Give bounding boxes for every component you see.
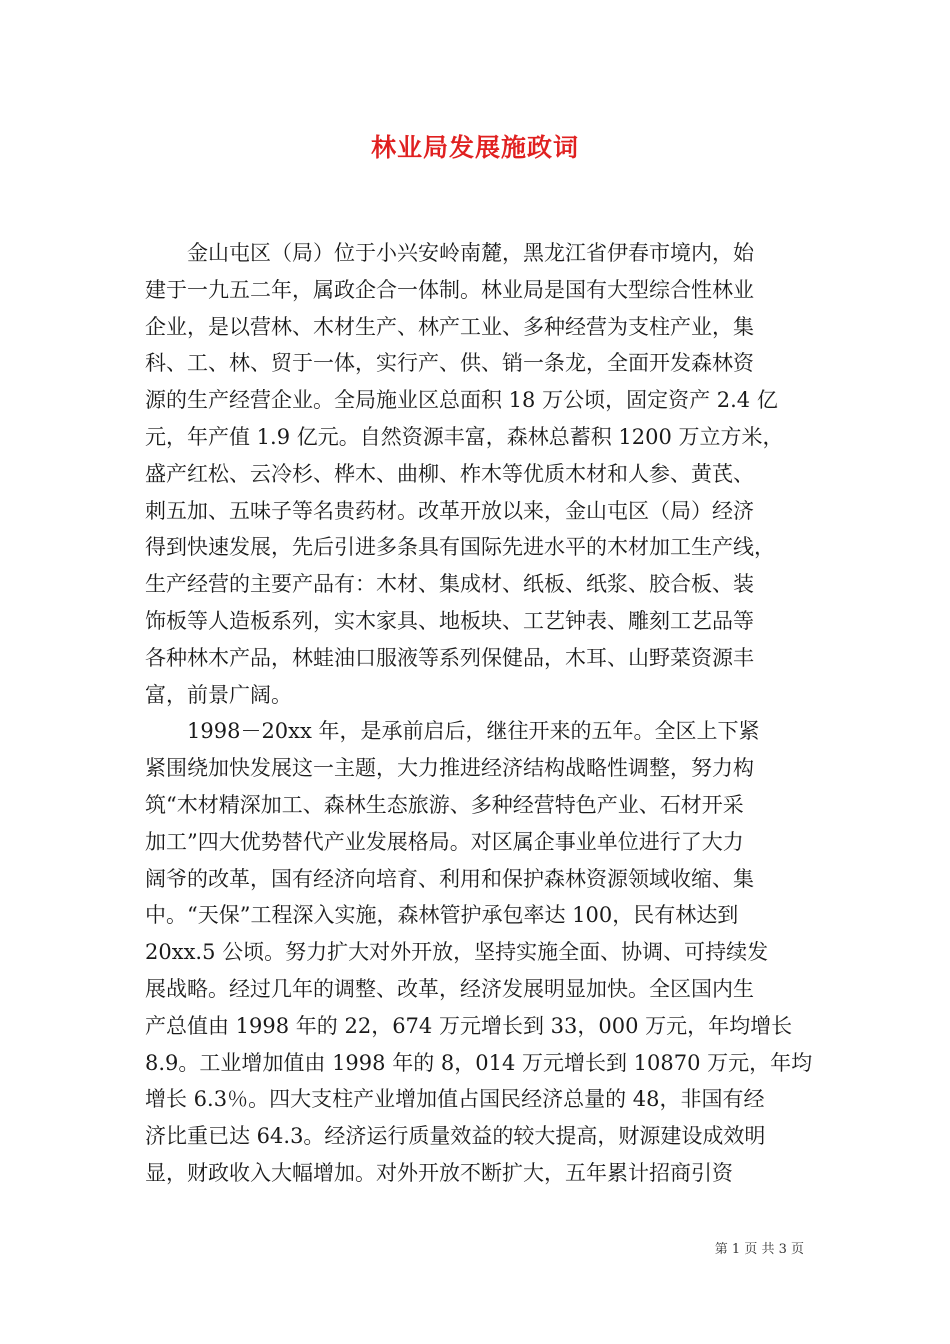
text-line: 金山屯区（局）位于小兴安岭南麓，黑龙江省伊春市境内，始 xyxy=(145,241,754,265)
document-body xyxy=(145,235,813,1192)
text-line: 1998－20xx 年，是承前启后，继往开来的五年。全区上下紧 xyxy=(145,719,760,744)
text-line: 紧围绕加快发展这一主题，大力推进经济结构战略性调整，努力构 xyxy=(145,756,754,781)
text-line: 加工”四大优势替代产业发展格局。对区属企事业单位进行了大力 xyxy=(145,829,744,854)
text-line: 刺五加、五味子等名贵药材。改革开放以来，金山屯区（局）经济 xyxy=(145,498,754,523)
document-title: 林业局发展施政词 xyxy=(370,133,579,162)
text-line: 各种林木产品，林蛙油口服液等系列保健品，木耳、山野菜资源丰 xyxy=(145,645,754,670)
page-number: 第 1 页 共 3 页 xyxy=(714,1242,804,1257)
text-line: 产总值由 1998 年的 22，674 万元增长到 33，000 万元，年均增长 xyxy=(145,1013,793,1038)
text-line: 增长 6.3％。四大支柱产业增加值占国民经济总量的 48，非国有经 xyxy=(145,1087,765,1112)
text-line: 显，财政收入大幅增加。对外开放不断扩大，五年累计招商引资 xyxy=(145,1160,733,1185)
text-line: 8.9。工业增加值由 1998 年的 8，014 万元增长到 10870 万元，年均 xyxy=(145,1050,813,1075)
text-line: 20xx.5 公顷。努力扩大对外开放，坚持实施全面、协调、可持续发 xyxy=(145,940,769,965)
text-line: 中。“天保”工程深入实施，森林管护承包率达 100，民有林达到 xyxy=(145,903,739,928)
text-line: 饰板等人造板系列，实木家具、地板块、工艺钟表、雕刻工艺品等 xyxy=(145,608,754,633)
text-line: 阔爷的改革，国有经济向培育、利用和保护森林资源领域收缩、集 xyxy=(145,866,754,891)
text-line: 元，年产值 1.9 亿元。自然资源丰富，森林总蓄积 1200 万立方米， xyxy=(145,424,784,449)
text-line: 展战略。经过几年的调整、改革，经济发展明显加快。全区国内生 xyxy=(145,976,754,1001)
text-line: 科、工、林、贸于一体，实行产、供、销一条龙，全面开发森林资 xyxy=(145,351,754,376)
text-line: 建于一九五二年，属政企合一体制。林业局是国有大型综合性林业 xyxy=(145,277,754,302)
text-line: 得到快速发展，先后引进多条具有国际先进水平的木材加工生产线， xyxy=(145,535,775,560)
text-line: 盛产红松、云冷杉、桦木、曲柳、柞木等优质木材和人参、黄芪、 xyxy=(145,461,754,486)
text-line: 富，前景广阔。 xyxy=(145,682,292,707)
text-line: 企业，是以营林、木材生产、林产工业、多种经营为支柱产业，集 xyxy=(145,314,754,339)
text-line: 源的生产经营企业。全局施业区总面积 18 万公顷，固定资产 2.4 亿 xyxy=(145,388,778,413)
text-line: 筑“木材精深加工、森林生态旅游、多种经营特色产业、石材开采 xyxy=(145,792,744,817)
text-line: 生产经营的主要产品有：木材、集成材、纸板、纸浆、胶合板、装 xyxy=(145,572,754,597)
text-line: 济比重已达 64.3。经济运行质量效益的较大提高，财源建设成效明 xyxy=(145,1124,766,1149)
